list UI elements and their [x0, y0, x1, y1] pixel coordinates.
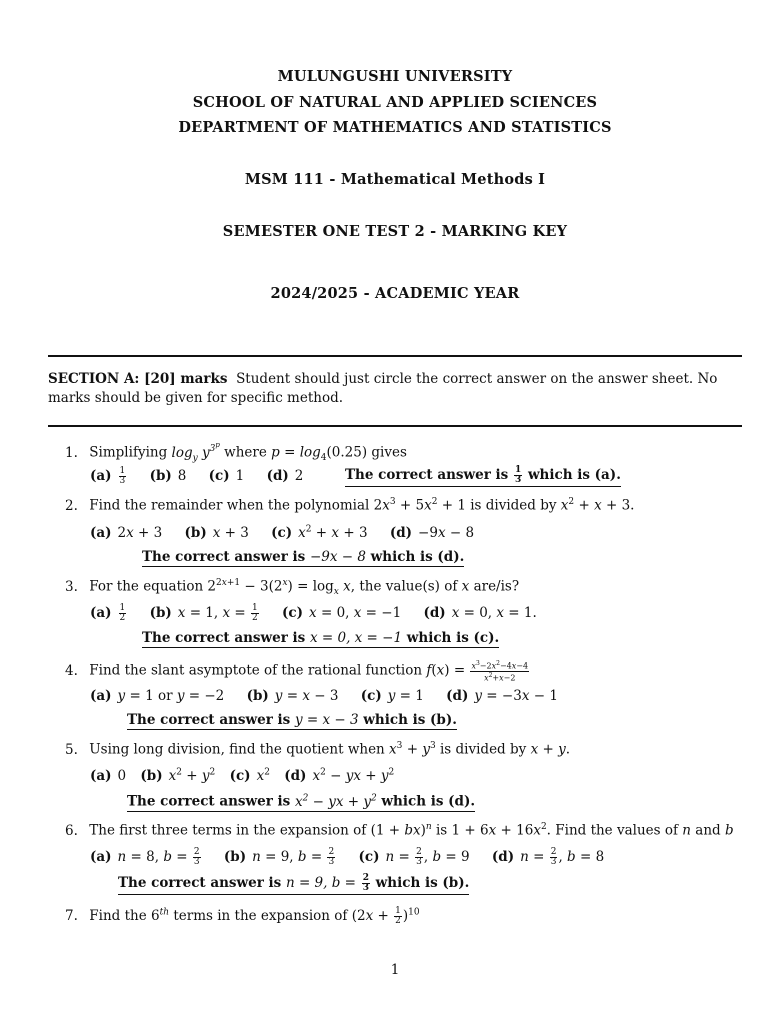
section-rule: [48, 425, 742, 427]
question-6-answer: The correct answer is n = 9, b = $\frac{2}{3}$ which is (b).: [118, 873, 470, 893]
question-5-answer: The correct answer is $x^2$ − yx + $y^2$ which is (d).: [127, 793, 476, 810]
section-a-instruction: Student should just circle the correct answer on the answer sheet. No marks should be given for specific method.: [48, 371, 718, 406]
question-1-options: (a) $\frac{1}{3}$ (b) 8 (c) 1 (d) 2: [90, 466, 304, 486]
question-3: 3. For the equation $2^{2x+1} - 3(2^x) = \log_x x$, the value(s) of x are/is?: [65, 578, 520, 598]
section-a-intro: [48, 370, 742, 408]
test-title: SEMESTER ONE TEST 2 - MARKING KEY: [222, 223, 568, 240]
question-1-answer: The correct answer is $\frac{1}{3}$ which is (a).: [345, 465, 621, 485]
page-number: 1: [390, 962, 400, 978]
top-rule: [48, 355, 742, 357]
document-page: [48, 0, 742, 1024]
question-2-answer: The correct answer is −9x − 8 which is (d).: [142, 549, 465, 565]
academic-year: 2024/2025 - ACADEMIC YEAR: [270, 285, 520, 302]
course-title: MSM 111 - Mathematical Methods I: [244, 171, 546, 188]
question-2-options: (a) 2x + 3 (b) x + 3 (c) $x^2 + x + 3$ (d) −9x − 8: [90, 524, 475, 541]
question-6-options: (a) n = 8, b = $\frac{2}{3}$ (b) n = 9, b = $\frac{2}{3}$ (c) n = $\frac{2}{3}$ , b = 9 (d) n = $\frac{2}{3}$ , b = 8: [90, 847, 605, 867]
question-4-answer: The correct answer is y = x − 3 which is (b).: [127, 712, 457, 728]
question-7: 7. Find the 6th terms in the expansion of (2x + $\frac{1}{2}$ )$^{10}$: [65, 906, 420, 926]
question-4-options: (a) y = 1 or y = −2 (b) y = x − 3 (c) y = 1 (d) y = −3x − 1: [90, 688, 558, 704]
question-2: 2. Find the remainder when the polynomial $2x^3 + 5x^2 + 1$ is divided by $x^2 + x + 3$.: [65, 497, 635, 514]
department-name: DEPARTMENT OF MATHEMATICS AND STATISTICS: [178, 119, 612, 136]
question-5-options: (a) 0 (b) $x^2 + y^2$ (c) $x^2$ (d) $x^2$ − yx + $y^2$: [90, 767, 395, 784]
question-6: 6. The first three terms in the expansion of (1 + bx)$^n$ is $1 + 6x + 16x^2$. Find the values of n and b: [65, 822, 734, 839]
question-3-options: (a) $\frac{1}{2}$ (b) x = 1, x = $\frac{1}{2}$ (c) x = 0, x = −1 (d) x = 0, x = 1.: [90, 603, 537, 623]
university-name: MULUNGUSHI UNIVERSITY: [277, 68, 513, 85]
question-4: 4. Find the slant asymptote of the rational function f(x) = $\frac{x^3-2x^2-4x-4}{x^2+x-2}$: [65, 660, 529, 683]
section-a-title: SECTION A: [20] marks: [48, 371, 228, 387]
question-1: 1. Simplifying $\log_y y^{3^p}$ where $p = \log_4(0.25)$ gives: [65, 441, 407, 464]
question-5: 5. Using long division, find the quotient when $x^3 + y^3$ is divided by x + y.: [65, 741, 571, 758]
school-name: SCHOOL OF NATURAL AND APPLIED SCIENCES: [192, 94, 598, 111]
question-3-answer: The correct answer is x = 0, x = −1 which is (c).: [142, 630, 500, 646]
